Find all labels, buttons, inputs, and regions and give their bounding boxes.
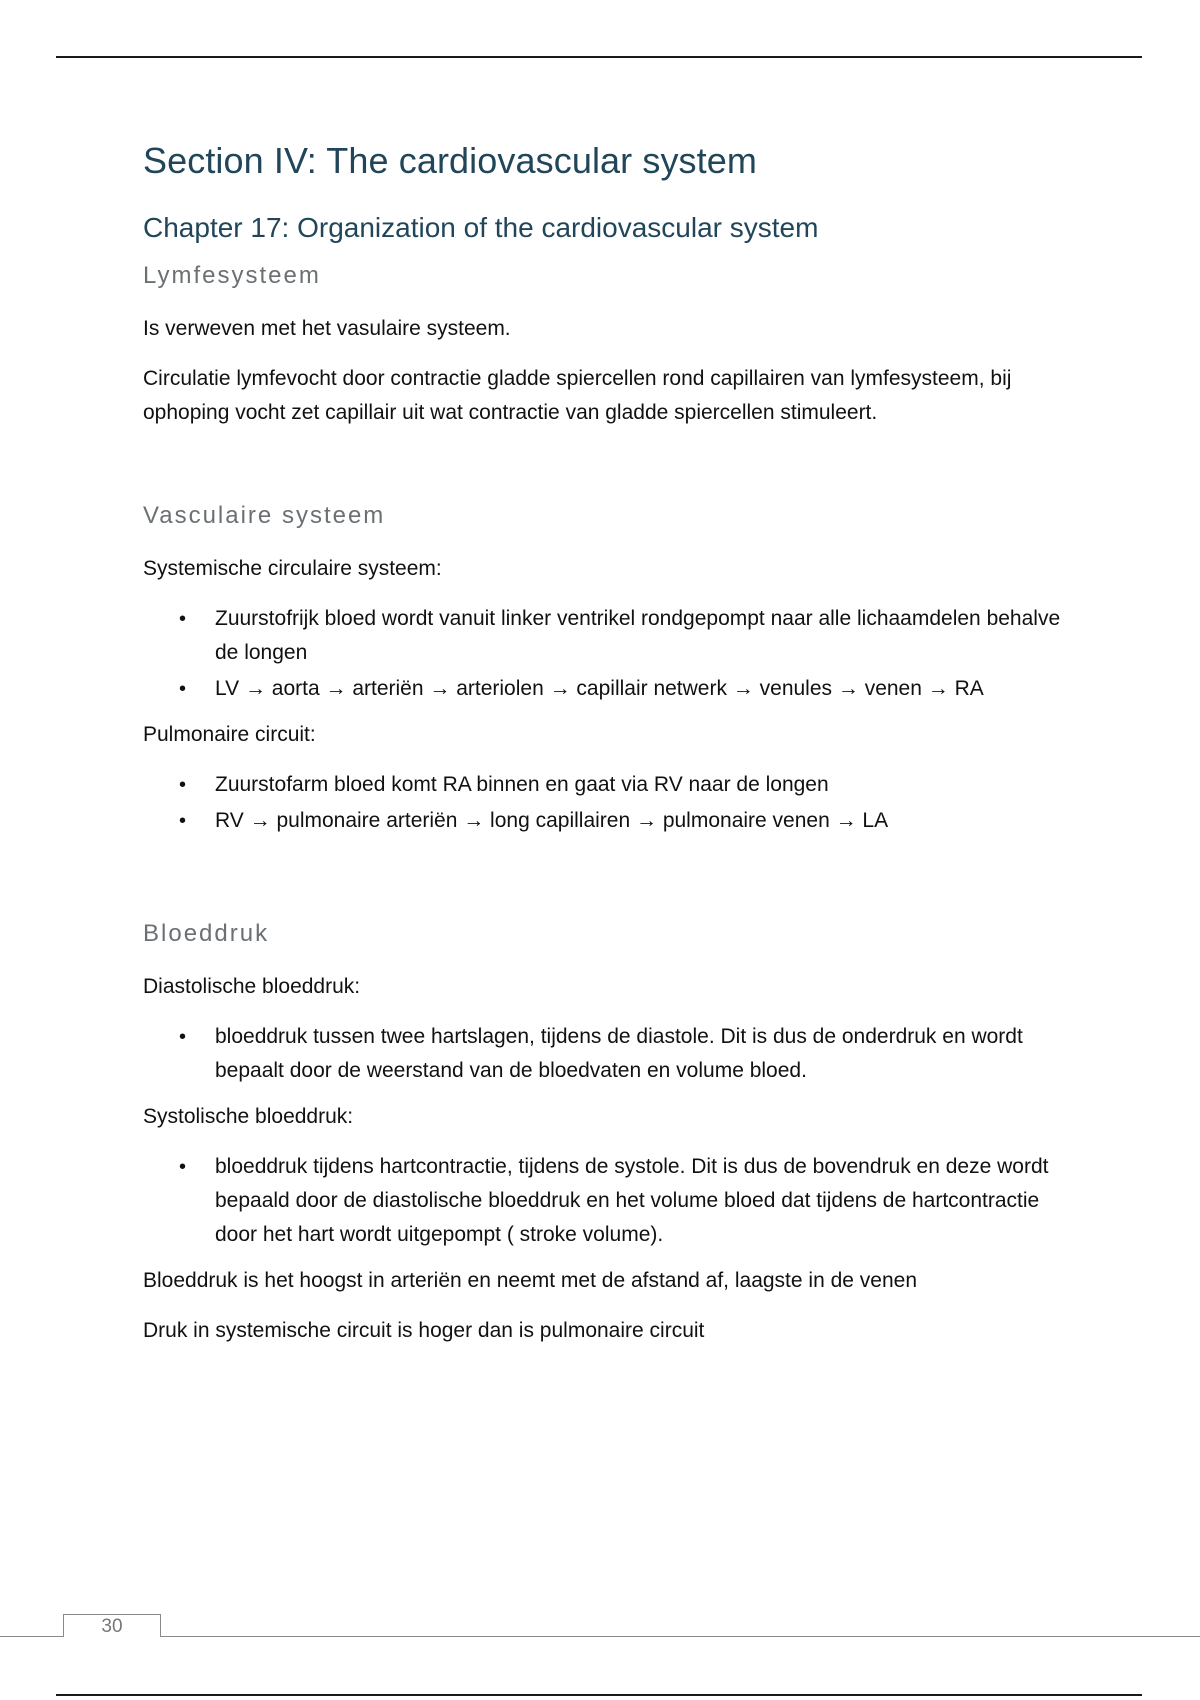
bottom-rule	[56, 1694, 1142, 1696]
page-number: 30	[63, 1614, 161, 1637]
systemic-list	[143, 602, 1083, 706]
systolic-label: Systolische bloeddruk:	[143, 1105, 354, 1128]
lymf-paragraph-1: Is verweven met het vasulaire systeem.	[143, 317, 511, 340]
list-item: • bloeddruk tussen twee hartslagen, tijdens de diastole. Dit is dus de onderdruk en wordt bepaalt door de weerstand van de bloedvaten en volume bloed.	[143, 1020, 1083, 1088]
header-rule	[56, 56, 1142, 58]
bp-paragraph-2: Druk in systemische circuit is hoger dan is pulmonaire circuit	[143, 1319, 705, 1342]
section-title: Section IV: The cardiovascular system	[143, 140, 757, 181]
list-item: • Zuurstofarm bloed komt RA binnen en gaat via RV naar de longen	[143, 768, 1083, 802]
bp-paragraph-1: Bloeddruk is het hoogst in arteriën en neemt met de afstand af, laagste in de venen	[143, 1269, 917, 1292]
list-item: • Zuurstofrijk bloed wordt vanuit linker ventrikel rondgepompt naar alle lichaamdelen behalve de longen	[143, 602, 1083, 670]
list-item: • RV → pulmonaire arteriën → long capillairen → pulmonaire venen → LA	[143, 804, 1083, 838]
systemic-label: Systemische circulaire systeem:	[143, 557, 442, 580]
list-item: • bloeddruk tijdens hartcontractie, tijdens de systole. Dit is dus de bovendruk en deze wordt bepaald door de diastolische bloeddruk en het volume bloed dat tijdens de hartcontractie door het hart wordt uitgepompt ( stroke volume).	[143, 1150, 1083, 1252]
pulmonary-label: Pulmonaire circuit:	[143, 723, 316, 746]
list-item: • LV → aorta → arteriën → arteriolen → capillair netwerk → venules → venen → RA	[143, 672, 1083, 706]
footer-rule	[0, 1636, 1200, 1637]
heading-vasculaire-systeem: Vasculaire systeem	[143, 502, 386, 529]
heading-bloeddruk: Bloeddruk	[143, 920, 270, 947]
diastolic-label: Diastolische bloeddruk:	[143, 975, 361, 998]
chapter-title: Chapter 17: Organization of the cardiovascular system	[143, 212, 819, 243]
systolic-list	[143, 1150, 1083, 1252]
lymf-paragraph-2: Circulatie lymfevocht door contractie gladde spiercellen rond capillairen van lymfesysteem, bij ophoping vocht zet capillair uit wat contractie van gladde spiercellen stimuleert.	[143, 367, 1012, 424]
page-content	[143, 140, 1083, 1364]
heading-lymfesysteem: Lymfesysteem	[143, 262, 321, 289]
diastolic-list	[143, 1020, 1083, 1088]
pulmonary-list	[143, 768, 1083, 838]
